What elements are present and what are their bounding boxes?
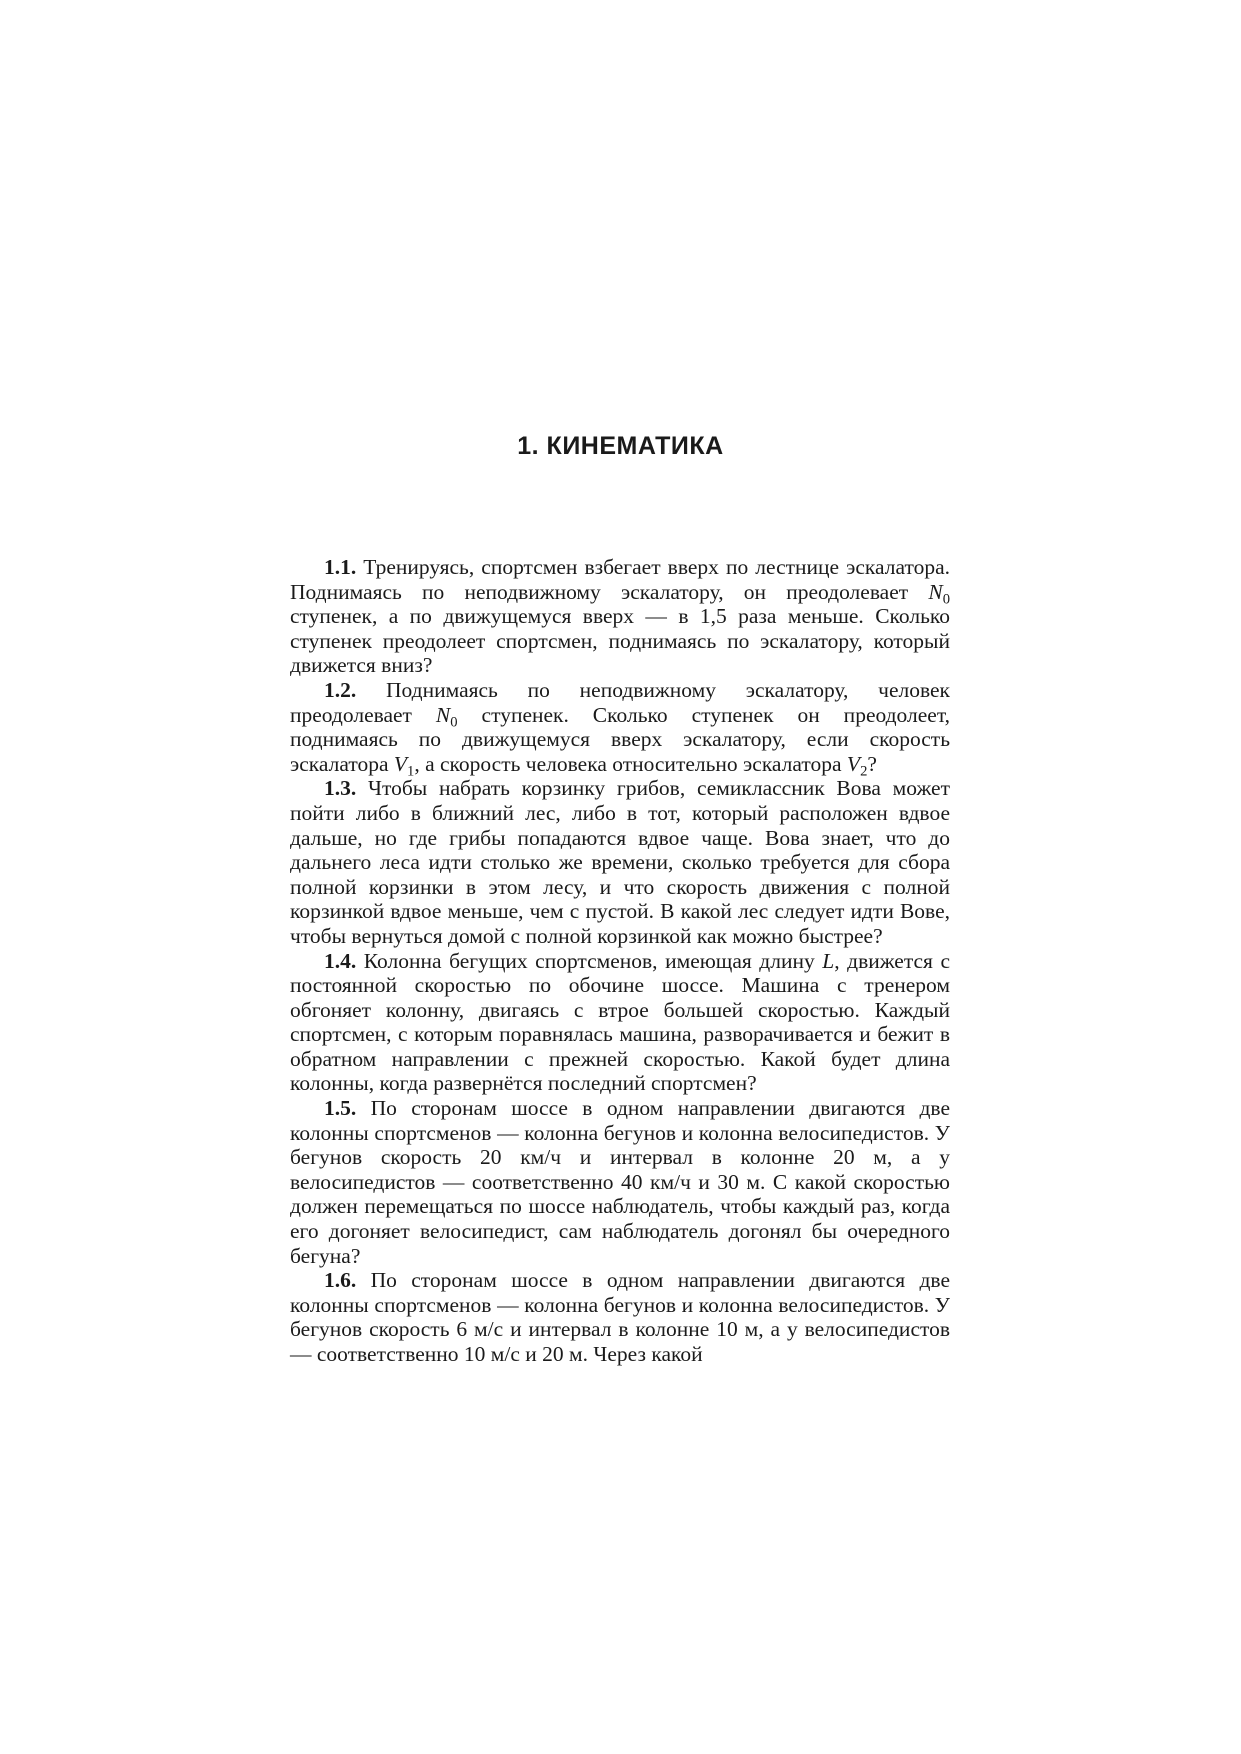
problem-number: 1.4. bbox=[324, 948, 357, 973]
problem-text: Тренируясь, спортсмен взбегает вверх по лестнице эскалатора. Поднимаясь по неподвижному эскалатору, он преодолевает bbox=[290, 555, 950, 604]
math-subscript: 1 bbox=[407, 763, 415, 780]
math-variable: N bbox=[928, 579, 943, 604]
problem-text: ступенек. Сколько ступенек он преодолеет, поднимаясь по движущемуся вверх эскалатору, если скорость эскалатора bbox=[290, 702, 950, 776]
problem-1-1 bbox=[290, 555, 950, 678]
problem-1-3 bbox=[290, 776, 950, 948]
problem-text: По сторонам шоссе в одном направлении двигаются две колонны спортсменов — колонна бегунов и колонна велосипедистов. У бегунов скорость 6 м/с и интервал в колонне 10 м, а у велосипедистов — соответственно 10 м/с и 20 м. Через какой bbox=[290, 1268, 950, 1366]
problem-1-6 bbox=[290, 1268, 950, 1366]
problem-list bbox=[290, 555, 950, 1367]
problem-text: Колонна бегущих спортсменов, имеющая длину bbox=[356, 948, 823, 973]
problem-1-2 bbox=[290, 677, 950, 780]
problem-number: 1.5. bbox=[324, 1096, 357, 1121]
problem-1-4 bbox=[290, 949, 950, 1097]
math-subscript: 0 bbox=[450, 713, 458, 730]
problem-text: ступенек, а по движущемуся вверх — в 1,5 раза меньше. Сколько ступенек преодолеет спортсмен, поднимаясь по эскалатору, который движется вниз? bbox=[290, 604, 950, 678]
math-variable: N bbox=[435, 702, 451, 727]
math-variable: L bbox=[822, 948, 835, 973]
problem-text: , а скорость человека относительно эскалатора bbox=[414, 751, 847, 776]
problem-number: 1.1. bbox=[324, 555, 357, 579]
math-variable: V bbox=[846, 751, 861, 776]
math-subscript: 0 bbox=[942, 590, 950, 607]
problem-number: 1.6. bbox=[324, 1268, 357, 1293]
problem-text: Чтобы набрать корзинку грибов, семиклассник Вова может пойти либо в ближний лес, либо в тот, который расположен вдвое дальше, но где грибы попадаются вдвое чаще. Вова знает, что до дальнего леса идти столько же времени, сколько требуется для сбора полной корзинки в этом лесу, и что скорость движения с полной корзинкой вдвое меньше, чем с пустой. В какой лес следует идти Вове, чтобы вернуться домой с полной корзинкой как можно быстрее? bbox=[290, 776, 950, 948]
math-variable: V bbox=[393, 751, 408, 776]
problem-text: Поднимаясь по неподвижному эскалатору, человек преодолевает bbox=[290, 677, 950, 727]
problem-number: 1.3. bbox=[324, 776, 357, 801]
chapter-title: 1. КИНЕМАТИКА bbox=[517, 432, 724, 460]
problem-text: ? bbox=[867, 751, 877, 776]
math-subscript: 2 bbox=[860, 763, 868, 780]
problem-number: 1.2. bbox=[324, 677, 357, 702]
problem-text: По сторонам шоссе в одном направлении двигаются две колонны спортсменов — колонна бегунов и колонна велосипедистов. У бегунов скорость 20 км/ч и интервал в колонне 20 м, а у велосипедистов — соответственно 40 км/ч и 30 м. С какой скоростью должен перемещаться по шоссе наблюдатель, чтобы каждый раз, когда его догоняет велосипедист, сам наблюдатель догонял бы очередного бегуна? bbox=[290, 1096, 950, 1268]
problem-text: , движется с постоянной скоростью по обочине шоссе. Машина с тренером обгоняет колонну, двигаясь с втрое большей скоростью. Каждый спортсмен, с которым поравнялась машина, разворачивается и бежит в обратном направлении с прежней скоростью. Какой будет длина колонны, когда развернётся последний спортсмен? bbox=[290, 948, 950, 1096]
problem-1-5 bbox=[290, 1096, 950, 1268]
